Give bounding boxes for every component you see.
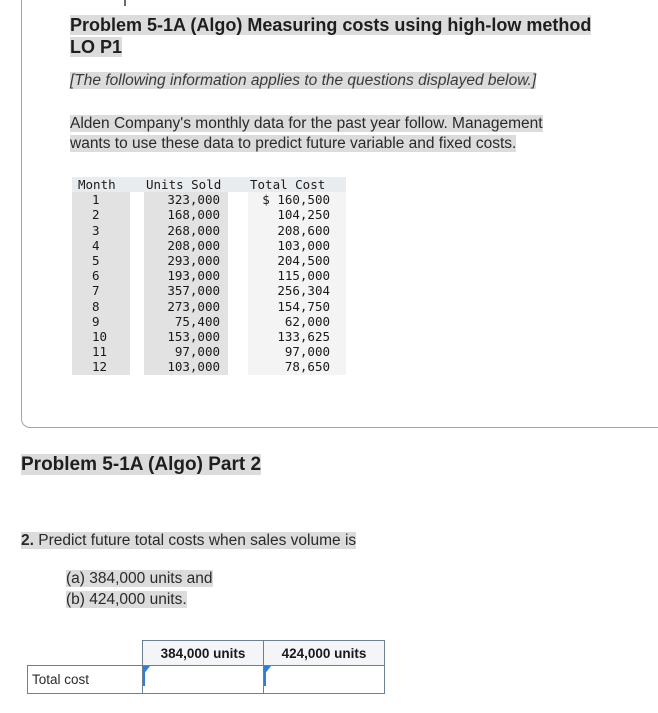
question-body: Predict future total costs when sales volume is	[38, 532, 357, 549]
total-cost-424000-cell[interactable]	[264, 666, 385, 694]
total-cost-cell: 204,500	[248, 253, 346, 268]
month-cell: 4	[72, 238, 130, 253]
description-line2: wants to use these data to predict future variable and fixed costs.	[70, 135, 517, 152]
total-cost-cell: 78,650	[248, 359, 346, 374]
data-table-row	[72, 192, 346, 207]
answer-table	[27, 640, 385, 694]
option-b	[66, 590, 187, 609]
units-sold-cell: 293,000	[144, 253, 228, 268]
units-sold-cell: 97,000	[144, 344, 228, 359]
description-line1: Alden Company's monthly data for the past year follow. Management	[70, 115, 543, 132]
month-cell: 3	[72, 223, 130, 238]
total-cost-384000-input[interactable]	[143, 666, 263, 693]
total-cost-cell: 208,600	[248, 223, 346, 238]
part-title-text: Problem 5-1A (Algo) Part 2	[21, 454, 262, 475]
option-a-text: (a) 384,000 units and	[66, 570, 213, 587]
input-flag-icon	[264, 666, 271, 675]
total-cost-header: Total Cost	[248, 177, 346, 192]
month-header: Month	[72, 177, 130, 192]
problem-description	[70, 114, 630, 154]
part-title	[21, 452, 261, 477]
total-cost-label: Total cost	[28, 666, 143, 694]
units-sold-cell: 153,000	[144, 329, 228, 344]
problem-title	[70, 14, 630, 58]
units-sold-cell: 75,400	[144, 314, 228, 329]
question-text	[21, 532, 356, 549]
answer-header-row	[28, 641, 385, 666]
data-table-row	[72, 283, 346, 298]
units-sold-cell: 268,000	[144, 223, 228, 238]
month-cell: 1	[72, 192, 130, 207]
data-table-row	[72, 314, 346, 329]
problem-title-line2: LO P1	[70, 37, 123, 57]
data-table-row	[72, 268, 346, 283]
answer-col-384000: 384,000 units	[143, 641, 264, 666]
month-cell: 6	[72, 268, 130, 283]
data-table-body	[72, 192, 346, 374]
data-table-row	[72, 329, 346, 344]
total-cost-cell: 154,750	[248, 299, 346, 314]
intro-note	[70, 71, 536, 91]
month-cell: 8	[72, 299, 130, 314]
input-flag-icon	[143, 666, 150, 675]
total-cost-384000-cell[interactable]	[143, 666, 264, 694]
data-table-row	[72, 344, 346, 359]
data-table-row	[72, 359, 346, 374]
units-sold-cell: 208,000	[144, 238, 228, 253]
total-cost-cell: 97,000	[248, 344, 346, 359]
data-table-row	[72, 223, 346, 238]
question-number: 2.	[21, 532, 34, 549]
total-cost-cell: 115,000	[248, 268, 346, 283]
total-cost-424000-input[interactable]	[264, 666, 384, 693]
problem-title-line1: Problem 5-1A (Algo) Measuring costs using high-low method	[70, 15, 592, 35]
units-sold-cell: 103,000	[144, 359, 228, 374]
total-cost-cell: 103,000	[248, 238, 346, 253]
month-cell: 10	[72, 329, 130, 344]
total-cost-cell: 104,250	[248, 207, 346, 222]
data-table-row	[72, 299, 346, 314]
total-cost-cell: $ 160,500	[248, 192, 346, 207]
month-cell: 12	[72, 359, 130, 374]
data-table-row	[72, 253, 346, 268]
month-cell: 9	[72, 314, 130, 329]
intro-note-text: [The following information applies to the questions displayed below.]	[70, 72, 537, 89]
units-sold-cell: 193,000	[144, 268, 228, 283]
units-sold-cell: 323,000	[144, 192, 228, 207]
total-cost-cell: 133,625	[248, 329, 346, 344]
option-a	[66, 569, 213, 588]
data-table-row	[72, 207, 346, 222]
total-cost-cell: 62,000	[248, 314, 346, 329]
month-cell: 7	[72, 283, 130, 298]
monthly-data-table	[72, 177, 346, 375]
data-table-header-row	[72, 177, 346, 192]
units-sold-header: Units Sold	[144, 177, 228, 192]
units-sold-cell: 168,000	[144, 207, 228, 222]
answer-row-total-cost	[28, 666, 385, 694]
units-sold-cell: 357,000	[144, 283, 228, 298]
units-sold-cell: 273,000	[144, 299, 228, 314]
option-b-text: (b) 424,000 units.	[66, 591, 187, 608]
month-cell: 2	[72, 207, 130, 222]
question	[21, 531, 356, 551]
total-cost-cell: 256,304	[248, 283, 346, 298]
data-table-row	[72, 238, 346, 253]
answer-col-424000: 424,000 units	[264, 641, 385, 666]
month-cell: 5	[72, 253, 130, 268]
month-cell: 11	[72, 344, 130, 359]
